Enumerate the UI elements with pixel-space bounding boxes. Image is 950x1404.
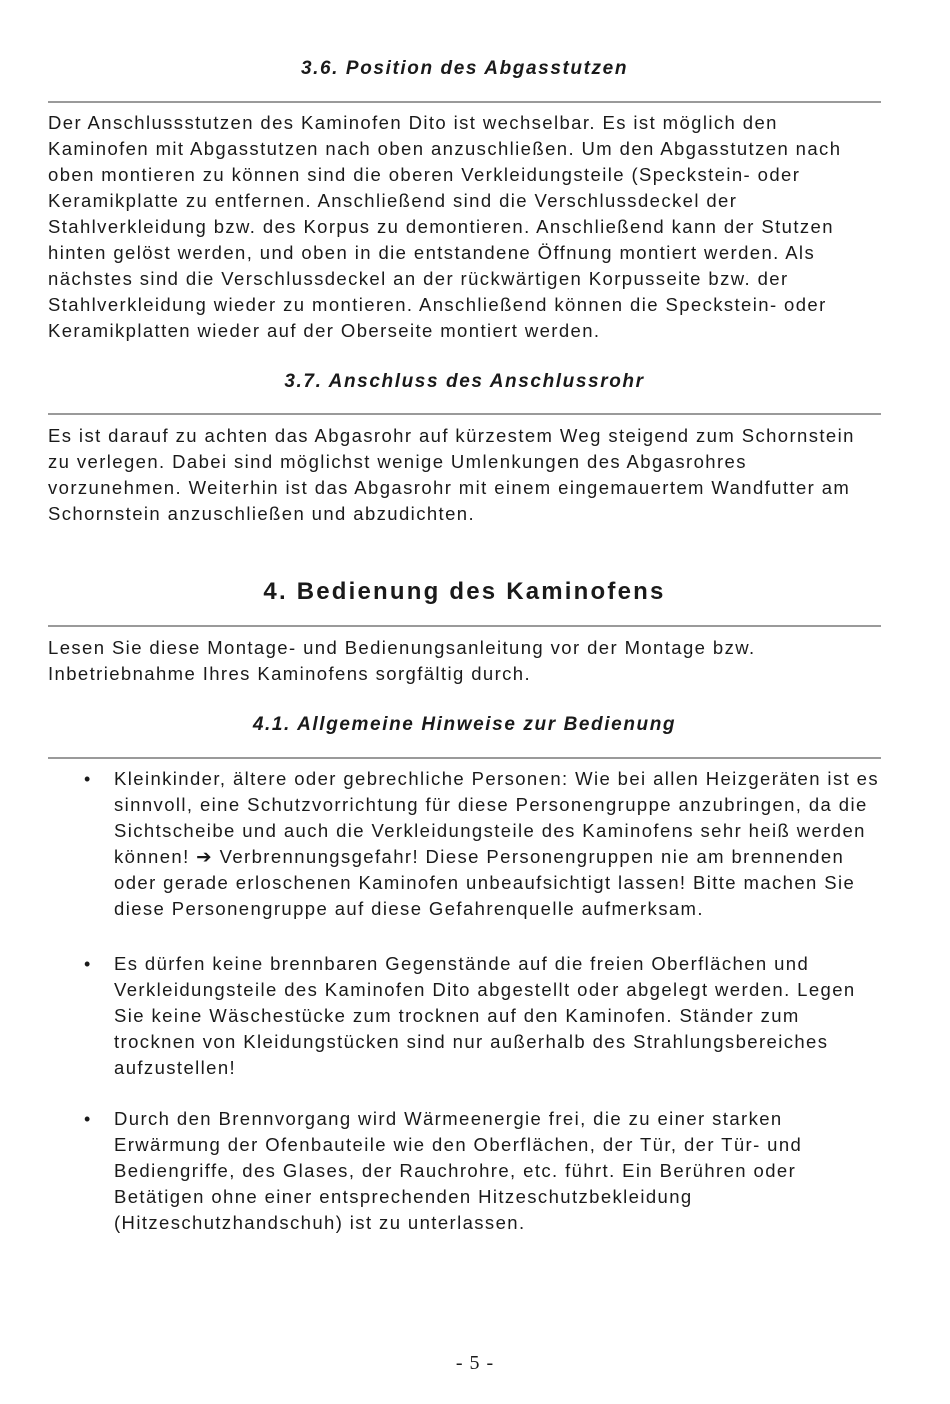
divider — [48, 413, 881, 415]
section-heading-4-1: 4.1. Allgemeine Hinweise zur Bedienung — [252, 714, 677, 735]
divider — [48, 757, 881, 759]
list-item-text: Durch den Brennvorgang wird Wärmeenergie frei, die zu einer starken Erwärmung der Ofenbauteile wie den Oberflächen, der Tür, der Tür- und Bediengriffe, des Glases, der Rauchrohre, etc. führt. Ein Berühren oder Betätigen ohne einer entsprechenden Hitzeschutzbekleidung (Hitzeschutzhandschuh) ist zu unterlassen. — [114, 1108, 803, 1233]
section-body-4 — [48, 635, 881, 687]
chapter-heading-4: 4. Bedienung des Kaminofens — [263, 578, 666, 605]
section-rule — [48, 757, 881, 759]
paragraph-4: Lesen Sie diese Montage- und Bedienungsanleitung vor der Montage bzw. Inbetriebnahme Ihres Kaminofens sorgfältig durch. — [48, 637, 756, 684]
section-rule — [48, 101, 881, 103]
section-heading-3-7: 3.7. Anschluss des Anschlussrohr — [284, 371, 645, 392]
section-3-7 — [48, 371, 881, 393]
paragraph-3-7: Es ist darauf zu achten das Abgasrohr auf kürzestem Weg steigend zum Schornstein zu verlegen. Dabei sind möglichst wenige Umlenkungen des Abgasrohres vorzunehmen. Weiterhin ist das Abgasrohr mit einem eingemauertem Wandfutter am Schornstein anzuschließen und abzudichten. — [48, 425, 855, 524]
page-number: - 5 - — [455, 1352, 495, 1374]
list-item — [48, 1106, 881, 1236]
section-heading-3-6: 3.6. Position des Abgasstutzen — [300, 58, 629, 79]
bullet-icon: • — [84, 1109, 92, 1129]
section-rule — [48, 413, 881, 415]
divider — [48, 101, 881, 103]
section-rule — [48, 625, 881, 627]
section-4 — [48, 578, 881, 606]
divider — [48, 625, 881, 627]
section-3-6 — [48, 58, 881, 80]
section-4-1 — [48, 714, 881, 736]
list-item-text: Kleinkinder, ältere oder gebrechliche Personen: Wie bei allen Heizgeräten ist es sinnvoll, eine Schutzvorrichtung für diese Personengruppe anzubringen, da die Sichtscheibe und auch die Verkleidungsteile des Kaminofens sehr heiß werden können! ➔ Verbrennungsgefahr! Diese Personengruppen nie am brennenden oder gerade erloschenen Kaminofen unbeaufsichtigt lassen! Bitte machen Sie diese Personengruppe auf diese Gefahrenquelle aufmerksam. — [114, 768, 880, 919]
bullet-list-4-1 — [48, 766, 881, 922]
section-body-3-6 — [48, 110, 881, 344]
bullet-icon: • — [84, 954, 92, 974]
list-item — [48, 951, 881, 1081]
list-item-text: Es dürfen keine brennbaren Gegenstände auf die freien Oberflächen und Verkleidungsteile des Kaminofen Dito abgestellt oder abgelegt werden. Legen Sie keine Wäschestücke zum trocknen auf den Kaminofen. Ständer zum trocknen von Kleidungstücken sind nur außerhalb des Strahlungsbereiches aufzustellen! — [114, 953, 856, 1078]
list-item — [48, 766, 881, 922]
paragraph-3-6: Der Anschlussstutzen des Kaminofen Dito ist wechselbar. Es ist möglich den Kaminofen mit Abgasstutzen nach oben anzuschließen. Um den Abgasstutzen nach oben montieren zu können sind die oberen Verkleidungsteile (Speckstein- oder Keramikplatte zu entfernen. Anschließend sind die Verschlussdeckel der Stahlverkleidung bzw. des Korpus zu demontieren. Anschließend kann der Stutzen hinten gelöst werden, und oben in die entstandene Öffnung montiert werden. Als nächstes sind die Verschlussdeckel an der rückwärtigen Korpusseite bzw. der Stahlverkleidung wieder zu montieren. Anschließend können die Speckstein- oder Keramikplatten wieder auf der Oberseite montiert werden. — [48, 112, 842, 341]
bullet-icon: • — [84, 769, 92, 789]
section-body-3-7 — [48, 423, 881, 527]
bullet-list-4-1 — [48, 1106, 881, 1236]
bullet-list-4-1 — [48, 951, 881, 1081]
